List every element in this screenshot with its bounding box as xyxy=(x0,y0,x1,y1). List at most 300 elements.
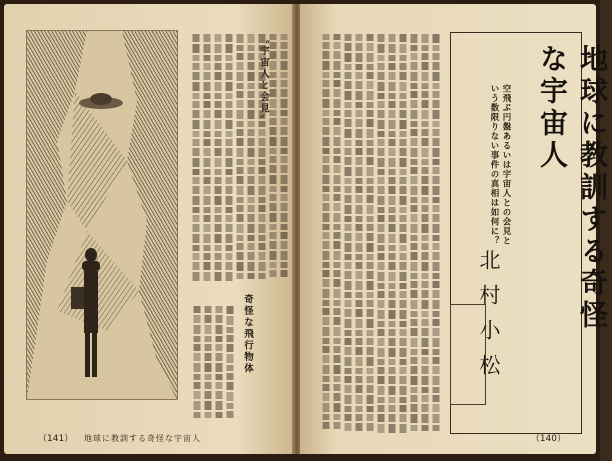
glyph-mark xyxy=(334,393,341,401)
glyph-mark xyxy=(270,118,277,125)
glyph-mark xyxy=(400,397,407,403)
glyph-mark xyxy=(323,300,330,306)
glyph-mark xyxy=(248,224,255,233)
glyph-mark xyxy=(248,273,255,279)
glyph-mark xyxy=(193,158,200,167)
glyph-mark xyxy=(323,279,330,287)
glyph-mark xyxy=(281,241,288,249)
glyph-mark xyxy=(378,338,385,346)
glyph-mark xyxy=(216,336,223,342)
glyph-mark xyxy=(237,159,244,165)
body-text-texture xyxy=(186,304,236,424)
glyph-mark xyxy=(259,148,266,157)
glyph-mark xyxy=(433,91,440,98)
glyph-mark xyxy=(378,424,385,433)
glyph-mark xyxy=(323,241,330,249)
glyph-mark xyxy=(270,99,277,108)
glyph-mark xyxy=(281,262,288,268)
glyph-mark xyxy=(367,91,374,100)
glyph-mark xyxy=(226,82,233,91)
glyph-mark xyxy=(193,186,200,194)
glyph-mark xyxy=(281,42,288,49)
glyph-mark xyxy=(334,175,341,184)
glyph-mark xyxy=(389,177,396,184)
glyph-mark xyxy=(389,131,396,137)
glyph-mark xyxy=(215,177,222,184)
glyph-mark xyxy=(323,422,330,429)
glyph-mark xyxy=(323,175,330,184)
glyph-mark xyxy=(367,414,374,421)
glyph-mark xyxy=(193,139,200,146)
glyph-mark xyxy=(367,148,374,155)
glyph-mark xyxy=(422,167,429,174)
glyph-mark xyxy=(389,139,396,146)
glyph-mark xyxy=(270,34,277,40)
glyph-mark xyxy=(259,214,266,222)
glyph-mark xyxy=(270,194,277,201)
glyph-mark xyxy=(345,119,352,127)
glyph-mark xyxy=(204,44,211,53)
glyph-mark xyxy=(433,224,440,233)
glyph-mark xyxy=(345,102,352,108)
glyph-mark xyxy=(323,308,330,315)
glyph-mark xyxy=(259,34,266,43)
glyph-mark xyxy=(356,395,363,404)
glyph-mark xyxy=(227,365,234,371)
glyph-mark xyxy=(411,129,418,136)
glyph-mark xyxy=(216,306,223,313)
subtitle-line-1: 空飛ぶ円盤あるいは宇宙人との会見と xyxy=(501,84,511,246)
glyph-mark xyxy=(356,34,363,41)
glyph-mark xyxy=(378,253,385,260)
glyph-mark xyxy=(433,34,440,43)
glyph-mark xyxy=(334,186,341,192)
glyph-mark xyxy=(367,64,374,70)
glyph-mark xyxy=(400,359,407,365)
glyph-mark xyxy=(400,348,407,357)
glyph-mark xyxy=(356,178,363,184)
glyph-mark xyxy=(356,224,363,231)
glyph-mark xyxy=(248,91,255,98)
glyph-mark xyxy=(345,338,352,345)
glyph-mark xyxy=(422,110,429,119)
glyph-mark xyxy=(334,355,341,363)
glyph-mark xyxy=(259,176,266,184)
glyph-mark xyxy=(248,252,255,260)
glyph-mark xyxy=(345,406,352,412)
glyph-mark xyxy=(205,325,212,334)
glyph-mark xyxy=(367,205,374,214)
glyph-mark xyxy=(323,89,330,97)
right-page xyxy=(300,4,609,454)
glyph-mark xyxy=(237,72,244,81)
glyph-mark xyxy=(281,232,288,239)
glyph-mark xyxy=(193,110,200,118)
glyph-mark xyxy=(378,310,385,319)
glyph-mark xyxy=(248,34,255,43)
glyph-mark xyxy=(389,367,396,374)
glyph-mark xyxy=(367,34,374,41)
glyph-mark xyxy=(215,207,222,213)
glyph-mark xyxy=(193,55,200,61)
glyph-mark xyxy=(345,205,352,214)
glyph-mark xyxy=(400,55,407,61)
glyph-mark xyxy=(237,91,244,98)
glyph-mark xyxy=(259,262,266,271)
glyph-mark xyxy=(356,186,363,193)
glyph-mark xyxy=(378,386,385,395)
glyph-mark xyxy=(356,53,363,62)
glyph-mark xyxy=(193,215,200,222)
glyph-mark xyxy=(193,262,200,270)
glyph-mark xyxy=(334,42,341,49)
glyph-mark xyxy=(433,311,440,317)
glyph-mark xyxy=(226,72,233,80)
body-text-texture xyxy=(186,32,290,282)
glyph-mark xyxy=(411,252,418,260)
glyph-mark xyxy=(367,309,374,317)
glyph-mark xyxy=(433,414,440,423)
glyph-mark xyxy=(226,177,233,184)
glyph-mark xyxy=(248,148,255,157)
glyph-mark xyxy=(226,245,233,251)
glyph-mark xyxy=(270,61,277,70)
glyph-mark xyxy=(411,349,418,355)
glyph-mark xyxy=(411,167,418,174)
glyph-mark xyxy=(389,424,396,433)
glyph-mark xyxy=(334,289,341,298)
glyph-mark xyxy=(356,216,363,222)
glyph-mark xyxy=(215,63,222,70)
glyph-mark xyxy=(422,311,429,317)
glyph-mark xyxy=(400,367,407,374)
glyph-mark xyxy=(323,346,330,353)
glyph-mark xyxy=(433,159,440,165)
glyph-mark xyxy=(193,82,200,91)
glyph-mark xyxy=(281,213,288,222)
glyph-mark xyxy=(334,232,341,239)
glyph-mark xyxy=(411,235,418,241)
glyph-mark xyxy=(422,121,429,127)
glyph-mark xyxy=(323,327,330,336)
glyph-mark xyxy=(216,401,223,410)
glyph-mark xyxy=(411,338,418,347)
glyph-mark xyxy=(345,254,352,260)
glyph-mark xyxy=(433,404,440,412)
glyph-mark xyxy=(204,63,211,70)
glyph-mark xyxy=(345,140,352,146)
glyph-mark xyxy=(400,414,407,422)
glyph-mark xyxy=(259,91,266,98)
glyph-mark xyxy=(433,197,440,203)
glyph-mark xyxy=(367,216,374,222)
glyph-mark xyxy=(193,120,200,129)
glyph-mark xyxy=(204,93,211,99)
glyph-mark xyxy=(226,110,233,118)
glyph-mark xyxy=(433,83,440,89)
glyph-mark xyxy=(433,110,440,119)
glyph-mark xyxy=(356,368,363,374)
glyph-mark xyxy=(400,131,407,137)
glyph-mark xyxy=(194,391,201,399)
glyph-mark xyxy=(378,234,385,243)
glyph-mark xyxy=(227,373,234,380)
glyph-mark xyxy=(367,72,374,79)
glyph-mark xyxy=(411,53,418,60)
glyph-mark xyxy=(334,72,341,78)
glyph-mark xyxy=(334,270,341,277)
glyph-mark xyxy=(433,62,440,70)
glyph-mark xyxy=(367,178,374,184)
glyph-mark xyxy=(400,82,407,91)
glyph-mark xyxy=(389,338,396,346)
glyph-mark xyxy=(345,385,352,393)
glyph-mark xyxy=(227,327,234,333)
glyph-mark xyxy=(259,129,266,136)
glyph-mark xyxy=(281,156,288,163)
glyph-mark xyxy=(400,310,407,319)
glyph-mark xyxy=(215,196,222,205)
glyph-mark xyxy=(323,355,330,363)
glyph-mark xyxy=(411,319,418,326)
glyph-mark xyxy=(367,233,374,241)
glyph-mark xyxy=(378,34,385,42)
glyph-mark xyxy=(323,251,330,260)
glyph-mark xyxy=(323,203,330,211)
glyph-mark xyxy=(323,127,330,135)
glyph-mark xyxy=(411,404,418,412)
glyph-mark xyxy=(411,100,418,108)
glyph-mark xyxy=(215,120,222,129)
illustration-ufo-over-cliff-icon xyxy=(27,31,177,399)
glyph-mark xyxy=(367,338,374,345)
glyph-mark xyxy=(411,138,418,146)
glyph-mark xyxy=(400,34,407,42)
glyph-mark xyxy=(259,83,266,89)
glyph-mark xyxy=(204,120,211,129)
glyph-mark xyxy=(194,374,201,380)
glyph-mark xyxy=(205,391,212,399)
glyph-mark xyxy=(356,319,363,328)
glyph-mark xyxy=(422,376,429,385)
glyph-mark xyxy=(400,262,407,270)
glyph-mark xyxy=(433,387,440,393)
glyph-mark xyxy=(411,290,418,298)
glyph-mark xyxy=(323,376,330,382)
glyph-mark xyxy=(389,55,396,61)
glyph-mark xyxy=(215,169,222,175)
glyph-mark xyxy=(345,233,352,241)
glyph-mark xyxy=(367,395,374,404)
glyph-mark xyxy=(237,224,244,233)
glyph-mark xyxy=(356,140,363,146)
glyph-mark xyxy=(367,423,374,431)
glyph-mark xyxy=(248,159,255,165)
glyph-mark xyxy=(411,45,418,51)
glyph-mark xyxy=(215,82,222,91)
glyph-mark xyxy=(323,42,330,49)
glyph-mark xyxy=(237,53,244,60)
glyph-mark xyxy=(411,91,418,98)
glyph-mark xyxy=(422,252,429,260)
glyph-mark xyxy=(400,300,407,308)
glyph-mark xyxy=(400,186,407,194)
glyph-mark xyxy=(215,72,222,80)
glyph-mark xyxy=(400,338,407,346)
glyph-mark xyxy=(345,157,352,165)
glyph-mark xyxy=(389,386,396,395)
glyph-mark xyxy=(227,344,234,352)
glyph-mark xyxy=(323,165,330,173)
glyph-mark xyxy=(226,63,233,70)
glyph-mark xyxy=(411,414,418,423)
glyph-mark xyxy=(205,382,212,389)
glyph-mark xyxy=(204,262,211,270)
glyph-mark xyxy=(334,384,341,391)
glyph-mark xyxy=(345,81,352,89)
glyph-mark xyxy=(270,224,277,230)
glyph-mark xyxy=(356,205,363,214)
glyph-mark xyxy=(237,273,244,279)
glyph-mark xyxy=(422,129,429,136)
glyph-mark xyxy=(389,196,396,205)
glyph-mark xyxy=(356,64,363,70)
glyph-mark xyxy=(237,167,244,174)
glyph-mark xyxy=(367,186,374,193)
glyph-mark xyxy=(400,245,407,251)
glyph-mark xyxy=(356,385,363,393)
glyph-mark xyxy=(389,110,396,118)
glyph-mark xyxy=(237,83,244,89)
glyph-mark xyxy=(193,44,200,53)
glyph-mark xyxy=(334,213,341,222)
glyph-mark xyxy=(345,224,352,231)
glyph-mark xyxy=(248,138,255,146)
glyph-mark xyxy=(389,397,396,403)
left-page xyxy=(4,4,294,454)
glyph-mark xyxy=(356,300,363,307)
glyph-mark xyxy=(194,353,201,361)
glyph-mark xyxy=(422,45,429,51)
glyph-mark xyxy=(400,224,407,232)
glyph-mark xyxy=(378,397,385,403)
glyph-mark xyxy=(216,344,223,351)
glyph-mark xyxy=(204,234,211,243)
glyph-mark xyxy=(367,224,374,231)
glyph-mark xyxy=(227,306,234,314)
glyph-mark xyxy=(323,365,330,374)
glyph-mark xyxy=(345,347,352,355)
glyph-mark xyxy=(400,283,407,289)
glyph-mark xyxy=(345,271,352,279)
glyph-mark xyxy=(378,300,385,308)
glyph-mark xyxy=(205,315,212,323)
glyph-mark xyxy=(334,338,341,344)
glyph-mark xyxy=(345,300,352,307)
glyph-mark xyxy=(226,186,233,194)
glyph-mark xyxy=(411,425,418,431)
author-name: 北村小松 xyxy=(477,249,501,389)
glyph-mark xyxy=(345,262,352,269)
glyph-mark xyxy=(367,119,374,127)
glyph-mark xyxy=(259,197,266,203)
glyph-mark xyxy=(334,137,341,146)
glyph-mark xyxy=(411,387,418,393)
glyph-mark xyxy=(411,273,418,279)
glyph-mark xyxy=(281,51,288,59)
glyph-mark xyxy=(389,82,396,91)
glyph-mark xyxy=(433,121,440,127)
glyph-mark xyxy=(345,148,352,155)
glyph-mark xyxy=(389,215,396,222)
glyph-mark xyxy=(411,214,418,222)
glyph-mark xyxy=(345,368,352,374)
glyph-mark xyxy=(400,177,407,184)
glyph-mark xyxy=(367,243,374,252)
glyph-mark xyxy=(334,403,341,412)
glyph-mark xyxy=(433,167,440,174)
glyph-mark xyxy=(400,139,407,146)
glyph-mark xyxy=(345,395,352,404)
glyph-mark xyxy=(367,300,374,307)
glyph-mark xyxy=(367,43,374,51)
glyph-mark xyxy=(237,252,244,260)
glyph-mark xyxy=(193,207,200,213)
glyph-mark xyxy=(356,254,363,260)
glyph-mark xyxy=(400,424,407,433)
glyph-mark xyxy=(345,195,352,203)
glyph-mark xyxy=(193,177,200,184)
glyph-mark xyxy=(237,45,244,51)
glyph-mark xyxy=(334,241,341,249)
glyph-mark xyxy=(378,169,385,175)
glyph-mark xyxy=(400,321,407,327)
glyph-mark xyxy=(204,34,211,42)
glyph-mark xyxy=(389,224,396,232)
glyph-mark xyxy=(215,131,222,137)
glyph-mark xyxy=(259,273,266,279)
glyph-mark xyxy=(389,34,396,42)
glyph-mark xyxy=(323,34,330,40)
glyph-mark xyxy=(248,214,255,222)
glyph-mark xyxy=(378,196,385,205)
glyph-mark xyxy=(334,300,341,306)
glyph-mark xyxy=(356,423,363,431)
glyph-mark xyxy=(411,300,418,309)
glyph-mark xyxy=(323,384,330,391)
glyph-mark xyxy=(248,72,255,81)
glyph-mark xyxy=(215,234,222,243)
glyph-mark xyxy=(226,148,233,156)
glyph-mark xyxy=(422,387,429,393)
glyph-mark xyxy=(323,51,330,59)
glyph-mark xyxy=(237,214,244,222)
glyph-mark xyxy=(204,131,211,137)
glyph-mark xyxy=(356,167,363,176)
glyph-mark xyxy=(422,159,429,165)
glyph-mark xyxy=(400,120,407,129)
glyph-mark xyxy=(411,205,418,212)
glyph-mark xyxy=(334,251,341,260)
glyph-mark xyxy=(367,129,374,138)
glyph-mark xyxy=(356,195,363,203)
glyph-mark xyxy=(433,319,440,326)
glyph-mark xyxy=(422,404,429,412)
glyph-mark xyxy=(367,385,374,393)
glyph-mark xyxy=(194,412,201,418)
glyph-mark xyxy=(237,138,244,146)
glyph-mark xyxy=(226,93,233,99)
